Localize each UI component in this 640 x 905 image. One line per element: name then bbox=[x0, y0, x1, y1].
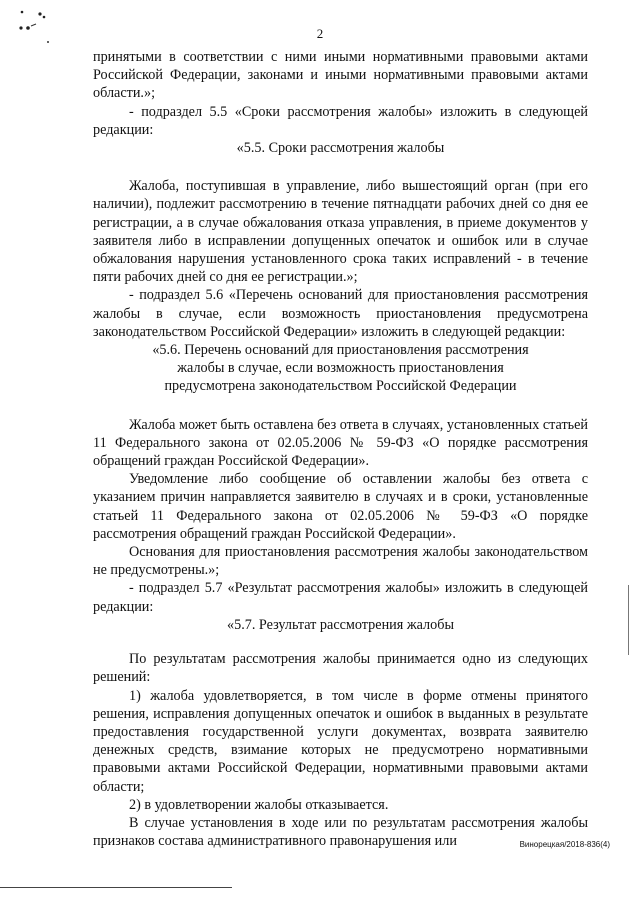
paragraph: - подраздел 5.6 «Перечень оснований для приостановления рассмотрения жалобы в случае, если возможность приостановления предусмотрена законодательством Российской Федерации» изложить в следующей редакции: bbox=[93, 287, 588, 340]
paragraph: принятыми в соответствии с ними иными нормативными правовыми актами Российской Федерации, законами и иными нормативными правовыми актами области.»; bbox=[93, 49, 588, 102]
document-code: Винорецкая/2018-836(4) bbox=[519, 840, 610, 849]
section-heading-5-6-line3: предусмотрена законодательством Российской Федерации bbox=[164, 378, 517, 395]
paragraph: По результатам рассмотрения жалобы принимается одно из следующих решений: bbox=[93, 651, 588, 686]
paragraph: Основания для приостановления рассмотрения жалобы законодательством не предусмотрены.»; bbox=[93, 544, 588, 579]
paragraph: - подраздел 5.7 «Результат рассмотрения жалобы» изложить в следующей редакции: bbox=[93, 580, 588, 615]
section-heading-5-7: «5.7. Результат рассмотрения жалобы bbox=[227, 616, 454, 633]
document-body bbox=[93, 48, 588, 850]
section-heading-5-6-line1: «5.6. Перечень оснований для приостановления рассмотрения bbox=[152, 342, 529, 359]
section-heading-5-5: «5.5. Сроки рассмотрения жалобы bbox=[236, 140, 445, 157]
list-item: 2) в удовлетворении жалобы отказывается. bbox=[129, 796, 389, 813]
page-number: 2 bbox=[316, 26, 324, 41]
scan-edge-line bbox=[628, 585, 629, 655]
paragraph: Уведомление либо сообщение об оставлении жалобы без ответа с указанием причин направляется заявителю в случаях и в сроки, установленные статьей 11 Федерального закона от 02.05.2006 № 59-ФЗ «О порядке рассмотрения обращений граждан Российской Федерации». bbox=[93, 471, 588, 542]
paragraph: В случае установления в ходе или по результатам рассмотрения жалобы признаков состава административного правонарушения или bbox=[93, 814, 588, 850]
list-item: 1) жалоба удовлетворяется, в том числе в форме отмены принятого решения, исправления допущенных опечаток и ошибок в выданных в результате предоставления государственной услуги документах, возврата заявителю денежных средств, взимание которых не предусмотрено нормативными правовыми актами Российской Федерации, нормативными правовыми актами области; bbox=[93, 687, 588, 795]
paragraph: Жалоба может быть оставлена без ответа в случаях, установленных статьей 11 Федерального закона от 02.05.2006 № 59-ФЗ «О порядке рассмотрения обращений граждан Российской Федерации». bbox=[93, 416, 589, 470]
section-heading-5-6-line2: жалобы в случае, если возможность приостановления bbox=[177, 360, 504, 377]
paragraph: Жалоба, поступившая в управление, либо вышестоящий орган (при его наличии), подлежит рассмотрению в течение пятнадцати рабочих дней со дня ее регистрации, а в случае обжалования отказа управления, в приеме документов у заявителя либо в исправлении допущенных опечаток и ошибок или в случае обжалования нарушения установленного срока таких исправлений - в течение пяти рабочих дней со дня ее регистрации.»; bbox=[93, 178, 588, 286]
paragraph: - подраздел 5.5 «Сроки рассмотрения жалобы» изложить в следующей редакции: bbox=[93, 103, 588, 138]
footer-rule bbox=[0, 887, 232, 888]
